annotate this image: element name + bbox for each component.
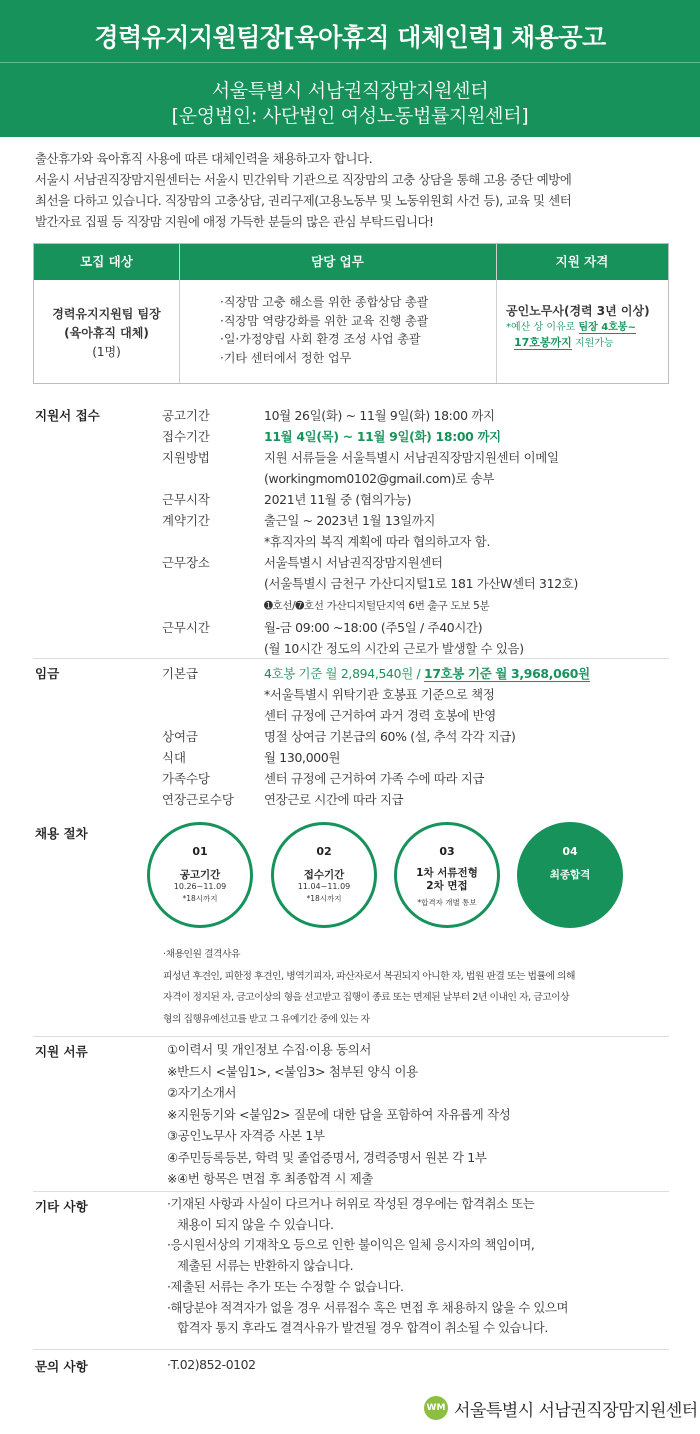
row-value: 월 130,000원: [264, 750, 341, 765]
header-banner: [0, 0, 700, 137]
table-header-qualification: 지원 자격: [555, 254, 609, 269]
row-key: 근무시작: [162, 492, 210, 507]
position-title: 경력유지지원팀 팀장: [52, 307, 161, 321]
disqualification-line: 자격이 정지된 자, 금고이상의 형을 선고받고 집행이 종료 또는 면제된 날부터 2년 이내인 자, 금고이상: [163, 992, 570, 1003]
qualification-note-line2: [506, 335, 666, 351]
qualification-cell: [506, 302, 666, 351]
row-key: 근무장소: [162, 555, 210, 570]
step-note: *합격자 개별 통보: [417, 898, 477, 907]
logo-mark-icon: WM: [424, 1396, 448, 1420]
etc-line: 합격자 통지 후라도 결격사유가 발견될 경우 합격이 취소될 수 있습니다.: [177, 1320, 548, 1336]
table-header-target: 모집 대상: [80, 254, 133, 269]
position-subtitle: (육아휴직 대체): [64, 326, 149, 340]
etc-line: ·기재된 사항과 사실이 다르거나 허위로 작성된 경우에는 합격취소 또는: [167, 1196, 535, 1211]
position-count: (1명): [92, 345, 121, 359]
recruit-table: [33, 243, 669, 384]
row-value: 11월 4일(목) ~ 11월 9일(화) 18:00 까지: [264, 429, 501, 444]
intro-line: 출산휴가와 육아휴직 사용에 따른 대체인력을 채용하고자 합니다.: [35, 151, 373, 166]
document-line: ①이력서 및 개인정보 수집·이용 동의서: [167, 1042, 372, 1057]
row-value: *휴직자의 복직 계획에 따라 협의하고자 함.: [264, 534, 491, 549]
document-line: ④주민등록등본, 학력 및 졸업증명서, 경력증명서 원본 각 1부: [167, 1149, 487, 1165]
header-divider: [0, 62, 700, 63]
qual-note-grade-start: 팀장 4호봉~: [578, 322, 636, 333]
process-step-3: [394, 822, 500, 928]
process-step-1: [147, 822, 253, 928]
row-key: 공고기간: [162, 408, 210, 423]
intro-line: 서울시 서남권직장맘지원센터는 서울시 민간위탁 기관으로 직장맘의 고충 상담을 통해 고용 중단 예방에: [35, 172, 572, 187]
row-key: 가족수당: [162, 771, 210, 786]
section-label-process: 채용 절차: [35, 826, 88, 841]
section-divider: [33, 1036, 669, 1037]
row-key: 식대: [162, 750, 186, 765]
org-name: 서울특별시 서남권직장맘지원센터: [211, 80, 489, 102]
section-label-etc: 기타 사항: [35, 1199, 88, 1214]
document-line: ③공인노무사 자격증 사본 1부: [167, 1128, 325, 1143]
section-divider: [33, 1349, 669, 1350]
row-key: 상여금: [162, 729, 198, 744]
qual-note-text: *예산 상 이유로: [506, 322, 579, 333]
row-value: (월 10시간 정도의 시간외 근로가 발생할 수 있음): [264, 641, 524, 656]
etc-line: ·제출된 서류는 추가 또는 수정할 수 없습니다.: [167, 1278, 404, 1294]
row-value: 10월 26일(화) ~ 11월 9일(화) 18:00 까지: [264, 408, 495, 423]
step-note: *18시까지: [182, 894, 218, 903]
row-key: 연장근로수당: [162, 792, 234, 807]
step-number: 04: [562, 845, 578, 858]
document-line: ※④번 항목은 면접 후 최종합격 시 제출: [167, 1171, 374, 1186]
disqualification-line: 형의 집행유예선고를 받고 그 유예기간 중에 있는 자: [163, 1013, 370, 1025]
section-divider: [33, 658, 669, 659]
row-value: 연장근로 시간에 따라 지급: [264, 792, 404, 807]
row-key: 기본급: [162, 666, 198, 681]
footer-org-name: 서울특별시 서남권직장맘지원센터: [454, 1401, 698, 1421]
section-label-wage: 임금: [35, 666, 60, 681]
row-key: 근무시간: [162, 620, 210, 635]
footer-logo: [424, 1392, 698, 1422]
etc-list: [167, 1194, 568, 1339]
base-salary: [264, 664, 590, 682]
table-header-duties: 담당 업무: [311, 254, 364, 269]
position-cell: [34, 305, 179, 362]
qual-note-grade-end: 17호봉까지: [514, 336, 572, 349]
wage-note: *서울특별시 위탁기관 호봉표 기준으로 책정: [264, 687, 495, 702]
intro-paragraph: [35, 148, 675, 232]
step-number: 03: [439, 845, 455, 858]
disqualification-title: ·채용인원 결격사유: [163, 949, 240, 960]
row-value: (workingmom0102@gmail.com)로 송부: [264, 471, 495, 486]
row-key: 계약기간: [162, 513, 210, 528]
row-value: 지원 서류들을 서울특별시 서남권직장맘지원센터 이메일: [264, 450, 559, 465]
process-step-2: [271, 822, 377, 928]
section-divider: [33, 1191, 669, 1192]
base-salary-grade4: 4호봉 기준 월 2,894,540원 /: [264, 666, 425, 681]
page-title: 경력유지지원팀장[육아휴직 대체인력] 채용공고: [94, 23, 606, 52]
disqualification-list: [163, 944, 683, 1030]
subway-directions: ➊호선/➐호선 가산디지털단지역 6번 출구 도보 5분: [264, 600, 490, 612]
step-title: 공고기간: [179, 869, 221, 881]
step-title: 1차 서류전형 2차 면접: [416, 867, 478, 892]
disqualification-line: 피성년 후견인, 피한정 후견인, 병역기피자, 파산자로서 복권되지 아니한 자, 법원 판결 또는 법률에 의해: [163, 970, 575, 982]
qualification-text: 공인노무사(경력 3년 이상): [506, 304, 650, 318]
documents-list: [167, 1039, 510, 1190]
row-key: 지원방법: [162, 450, 210, 465]
step-number: 02: [316, 845, 332, 858]
document-line: ※반드시 <붙임1>, <붙임3> 첨부된 양식 이용: [167, 1063, 418, 1079]
duty-item: ·직장맘 역량강화를 위한 교육 진행 총괄: [220, 313, 429, 328]
table-header-row: [34, 244, 668, 280]
row-value: 2021년 11월 중 (협의가능): [264, 492, 412, 507]
duties-cell: [220, 293, 428, 367]
intro-line: 최선을 다하고 있습니다. 직장맘의 고충상담, 권리구제(고용노동부 및 노동위원회 사건 등), 교육 및 센터: [35, 193, 572, 208]
etc-line: ·응시원서상의 기재착오 등으로 인한 불이익은 일체 응시자의 책임이며,: [167, 1237, 535, 1253]
row-value: (서울특별시 금천구 가산디지털1로 181 가산W센터 312호): [264, 576, 579, 591]
document-line: ※지원동기와 <붙임2> 질문에 대한 답을 포함하여 자유롭게 작성: [167, 1106, 511, 1122]
etc-line: ·해당분야 적격자가 없을 경우 서류접수 혹은 면접 후 채용하지 않을 수 있으며: [167, 1299, 569, 1315]
operator-name: [운영법인: 사단법인 여성노동법률지원센터]: [171, 105, 529, 127]
duty-item: ·일·가정양립 사회 환경 조성 사업 총괄: [220, 332, 421, 346]
section-label-application: 지원서 접수: [35, 408, 100, 423]
table-divider: [179, 244, 180, 383]
duty-item: ·직장맘 고충 해소를 위한 종합상담 총괄: [220, 295, 429, 309]
contact-phone: ·T.02)852-0102: [167, 1357, 256, 1372]
section-label-documents: 지원 서류: [35, 1044, 88, 1059]
etc-line: 채용이 되지 않을 수 있습니다.: [177, 1216, 334, 1232]
row-value: 월-금 09:00 ~18:00 (주5일 / 주40시간): [264, 620, 483, 635]
row-value: 명절 상여금 기본급의 60% (설, 추석 각각 지급): [264, 729, 516, 744]
base-salary-grade17: 17호봉 기준 월 3,968,060원: [424, 666, 590, 681]
step-note: *18시까지: [306, 894, 342, 903]
table-divider: [496, 244, 497, 383]
intro-line: 발간자료 집필 등 직장맘 지원에 애정 가득한 분들의 많은 관심 부탁드립니다!: [35, 214, 434, 229]
step-title: 접수기간: [303, 869, 345, 881]
row-key: 접수기간: [162, 429, 210, 444]
row-value: 출근일 ~ 2023년 1월 13일까지: [264, 513, 436, 528]
qual-note-text: 지원가능: [571, 338, 614, 349]
section-label-contact: 문의 사항: [35, 1359, 88, 1374]
step-number: 01: [192, 845, 208, 858]
step-date: 11.04~11.09: [297, 882, 351, 891]
document-line: ②자기소개서: [167, 1085, 237, 1100]
step-title: 최종합격: [549, 869, 591, 881]
step-date: 10.26~11.09: [173, 882, 227, 891]
duty-item: ·기타 센터에서 정한 업무: [220, 350, 352, 365]
row-value: 센터 규정에 근거하여 가족 수에 따라 지급: [264, 771, 485, 786]
qualification-note: [506, 320, 666, 335]
etc-line: 제출된 서류는 반환하지 않습니다.: [177, 1258, 354, 1274]
row-value: 서울특별시 서남권직장맘지원센터: [264, 555, 443, 570]
wage-note: 센터 규정에 근거하여 과거 경력 호봉에 반영: [264, 708, 496, 723]
process-step-4: [517, 822, 623, 928]
